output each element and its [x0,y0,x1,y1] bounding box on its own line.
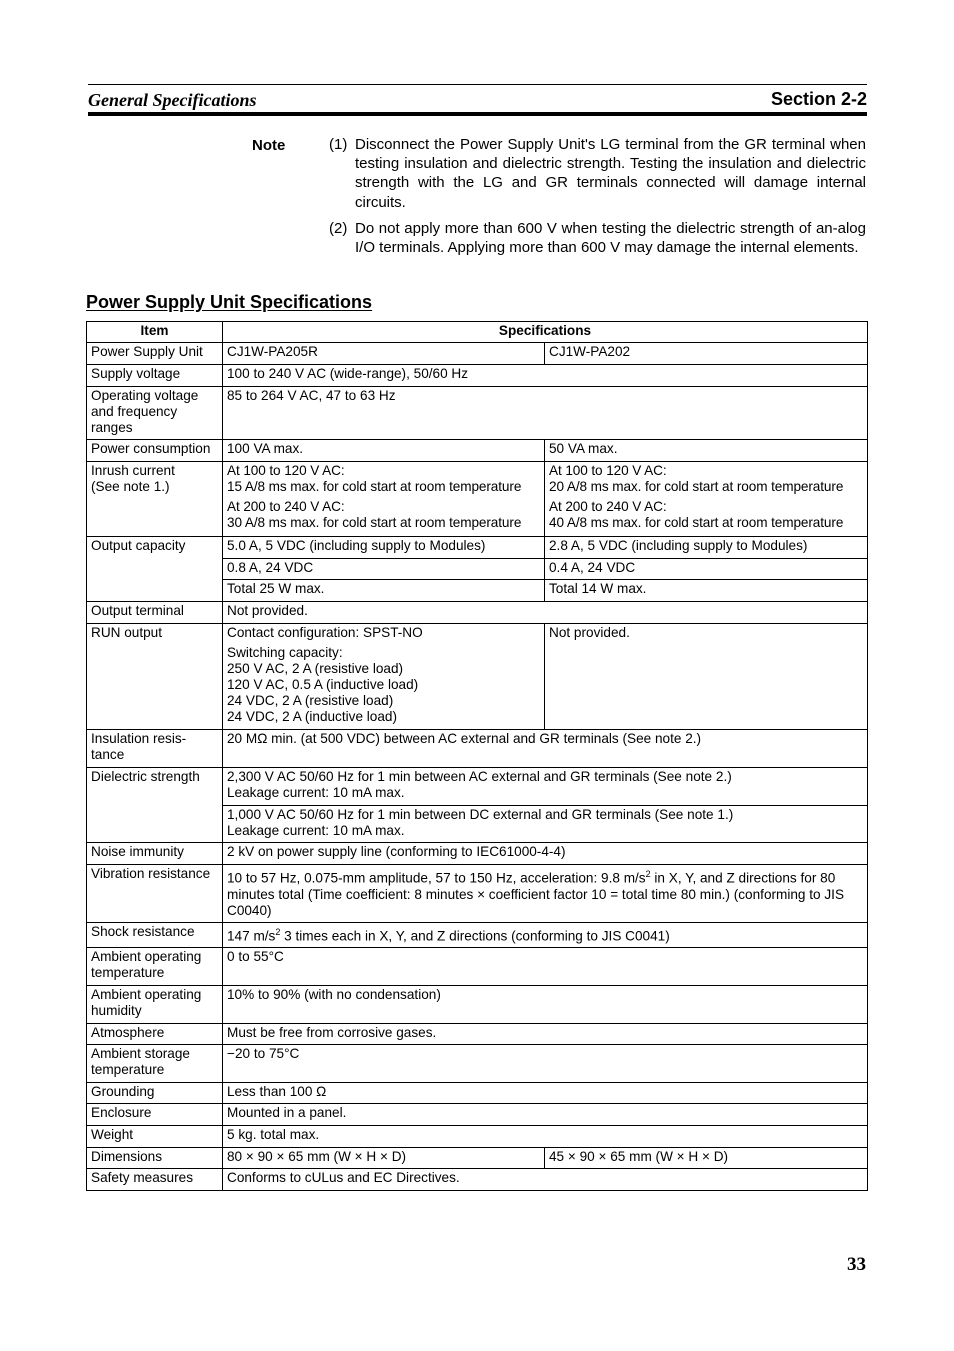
cell-value: 10% to 90% (with no condensation) [223,986,868,1024]
cell-line: 24 VDC, 2 A (resistive load) [227,693,394,708]
table-row [87,1024,868,1045]
cell-line: 30 A/8 ms max. for cold start at room temperature [227,515,522,530]
cell-line: Contact configuration: SPST-NO [227,625,423,640]
table-row [87,1083,868,1104]
header-top-rule [88,84,867,85]
cell-line: 2,300 V AC 50/60 Hz for 1 min between AC external and GR terminals (See note 2.) [227,769,732,784]
cell-text: in X, Y, and Z directions for 80 minutes total (Time coefficient: 8 minutes × coefficient factor 10 = total time 80 min.) (conforming to JIS C0040) [227,870,845,918]
table-row [87,537,868,559]
cell-text: 147 m/s [227,928,276,944]
cell-line: At 200 to 240 V AC: [549,499,667,514]
row-label: Shock resistance [87,923,223,948]
cell-pa205r: CJ1W-PA205R [223,343,545,365]
cell-line: Switching capacity: [227,645,343,660]
page-header [88,84,867,116]
cell-pa202 [545,462,868,537]
cell-value: Less than 100 Ω [223,1083,868,1104]
table-row [87,624,868,730]
row-label: Insulation resis-tance [87,730,223,768]
row-label: Ambient operating humidity [87,986,223,1024]
cell-line: 40 A/8 ms max. for cold start at room temperature [549,515,844,530]
row-label: Atmosphere [87,1024,223,1045]
header-item: Item [87,322,223,343]
cell-value [223,923,868,948]
table-row [87,1169,868,1191]
cell-value [223,768,868,806]
note-item-text: Do not apply more than 600 V when testing the dielectric strength of an-alog I/O terminals. Applying more than 600 V may damage the internal elements. [355,220,866,257]
row-label: Power consumption [87,440,223,462]
row-label: RUN output [87,624,223,730]
cell-pa202: 45 × 90 × 65 mm (W × H × D) [545,1148,868,1169]
cell-pa202: 50 VA max. [545,440,868,462]
header-section-number: Section 2-2 [770,89,867,109]
cell-line: Leakage current: 10 mA max. [227,785,405,800]
cell-value: 2 kV on power supply line (conforming to IEC61000-4-4) [223,843,868,865]
cell-line: 20 A/8 ms max. for cold start at room temperature [549,479,844,494]
cell-pa205r: 5.0 A, 5 VDC (including supply to Modules) [223,537,545,559]
row-label: Ambient operating temperature [87,948,223,986]
cell-text: 10 to 57 Hz, 0.075-mm amplitude, 57 to 150 Hz, acceleration: 9.8 m/s [227,870,646,886]
page-number: 33 [847,1254,866,1275]
row-label: Ambient storage temperature [87,1045,223,1083]
cell-value: 5 kg. total max. [223,1126,868,1148]
cell-line: 1,000 V AC 50/60 Hz for 1 min between DC external and GR terminals (See note 1.) [227,807,734,822]
cell-line: 250 V AC, 2 A (resistive load) [227,661,404,676]
row-label: Dielectric strength [87,768,223,843]
cell-pa202: 2.8 A, 5 VDC (including supply to Modules) [545,537,868,559]
cell-value: 0 to 55°C [223,948,868,986]
table-row [87,923,868,948]
table-row [87,730,868,768]
cell-line: Leakage current: 10 mA max. [227,823,405,838]
note-item-number: (2) [329,220,348,237]
cell-pa205r: 80 × 90 × 65 mm (W × H × D) [223,1148,545,1169]
row-label: Weight [87,1126,223,1148]
cell-line: 24 VDC, 2 A (inductive load) [227,709,398,724]
row-label-line: Inrush current [91,463,175,478]
superscript: 2 [275,927,281,937]
row-label-line: (See note 1.) [91,479,170,494]
table-header-row [87,322,868,343]
section-heading: Power Supply Unit Specifications [86,292,373,312]
cell-pa202: CJ1W-PA202 [545,343,868,365]
row-label: Vibration resistance [87,865,223,923]
cell-pa202: Total 14 W max. [545,580,868,602]
row-label [87,462,223,537]
row-label: Grounding [87,1083,223,1104]
cell-value: −20 to 75°C [223,1045,868,1083]
cell-line: At 200 to 240 V AC: [227,499,345,514]
table-row [87,1104,868,1126]
note-label: Note [252,137,286,154]
row-label: Dimensions [87,1148,223,1169]
header-chapter-title: General Specifications [88,90,257,110]
cell-pa202: Not provided. [545,624,868,730]
note-item-number: (1) [329,136,348,153]
cell-pa205r: 100 VA max. [223,440,545,462]
cell-value: 20 MΩ min. (at 500 VDC) between AC external and GR terminals (See note 2.) [223,730,868,768]
row-label: Enclosure [87,1104,223,1126]
cell-text: 3 times each in X, Y, and Z directions (conforming to JIS C0041) [280,928,670,944]
row-label: Supply voltage [87,365,223,387]
row-label: Output capacity [87,537,223,602]
superscript: 2 [645,869,651,879]
table-row [87,440,868,462]
cell-pa205r: 0.8 A, 24 VDC [223,559,545,580]
table-row [87,462,868,537]
cell-value: Mounted in a panel. [223,1104,868,1126]
cell-value: Conforms to cULus and EC Directives. [223,1169,868,1191]
table-row [87,1045,868,1083]
row-label: Noise immunity [87,843,223,865]
cell-value [223,865,868,923]
cell-pa205r [223,624,545,730]
cell-line: At 100 to 120 V AC: [227,463,345,478]
cell-pa205r: Total 25 W max. [223,580,545,602]
table-row [87,602,868,624]
table-row [87,768,868,806]
cell-pa205r [223,462,545,537]
table-row [87,948,868,986]
spec-table [86,321,868,1191]
note-item-text: Disconnect the Power Supply Unit's LG terminal from the GR terminal when testing insulation and dielectric strength. Testing the insulation and dielectric strength with the LG and GR terminals connected will damage internal circuits. [355,136,866,211]
row-label: Operating voltage and frequency ranges [87,387,223,440]
table-row [87,343,868,365]
row-label: Output terminal [87,602,223,624]
cell-value [223,806,868,843]
cell-line: 120 V AC, 0.5 A (inductive load) [227,677,419,692]
table-row [87,387,868,440]
header-specifications: Specifications [223,322,868,343]
table-row [87,986,868,1024]
cell-line: At 100 to 120 V AC: [549,463,667,478]
row-label: Safety measures [87,1169,223,1191]
table-row [87,865,868,923]
cell-value: Must be free from corrosive gases. [223,1024,868,1045]
cell-value: Not provided. [223,602,868,624]
cell-value: 85 to 264 V AC, 47 to 63 Hz [223,387,868,440]
row-label: Power Supply Unit [87,343,223,365]
header-rule [88,112,867,116]
cell-line: 15 A/8 ms max. for cold start at room temperature [227,479,522,494]
cell-pa202: 0.4 A, 24 VDC [545,559,868,580]
cell-value: 100 to 240 V AC (wide-range), 50/60 Hz [223,365,868,387]
table-row [87,1126,868,1148]
table-row [87,843,868,865]
table-row [87,365,868,387]
table-row [87,1148,868,1169]
